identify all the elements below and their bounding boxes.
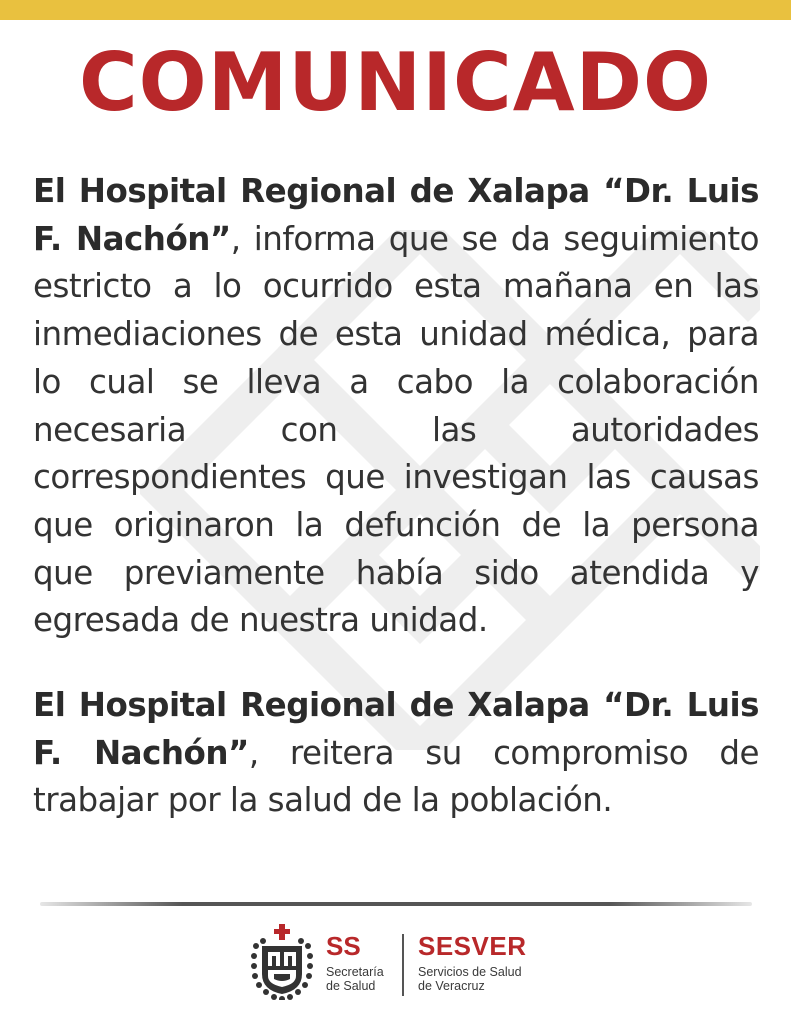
sesver-abbreviation: SESVER (418, 931, 527, 961)
paragraph-2-bold-lead: El Hospital Regional de Xalapa “Dr. Luis F. Nachón” (33, 686, 759, 772)
announcement-paragraph-1 (33, 168, 759, 645)
ss-abbreviation: SS (326, 931, 361, 961)
footer-divider (40, 902, 752, 906)
ss-name-line-2: de Salud (326, 979, 376, 993)
logo-separator (402, 934, 404, 996)
page-title: COMUNICADO (78, 36, 713, 129)
announcement-paragraph-2 (33, 682, 759, 825)
sesver-logo (418, 932, 527, 993)
veracruz-coat-of-arms-icon (250, 924, 314, 1000)
footer-logos (0, 924, 791, 1004)
ss-name-line-1: Secretaría (326, 965, 384, 979)
paragraph-1-bold-lead: El Hospital Regional de Xalapa “Dr. Luis F. Nachón” (33, 172, 759, 258)
sesver-name-line-1: Servicios de Salud (418, 965, 522, 979)
sesver-name-line-2: de Veracruz (418, 979, 485, 993)
ss-logo (326, 932, 384, 993)
paragraph-1-text: , informa que se da seguimiento estricto a lo ocurrido esta mañana en las inmediaciones de esta unidad médica, para lo cual se lleva a cabo la colaboración necesaria con las autoridades correspondientes que investigan las causas que originaron la defunción de la persona que previamente había sido atendida y egresada de nuestra unidad. (33, 219, 760, 640)
paragraph-2-text: , reitera su compromiso de trabajar por la salud de la población. (33, 733, 759, 820)
top-accent-bar (0, 0, 791, 20)
